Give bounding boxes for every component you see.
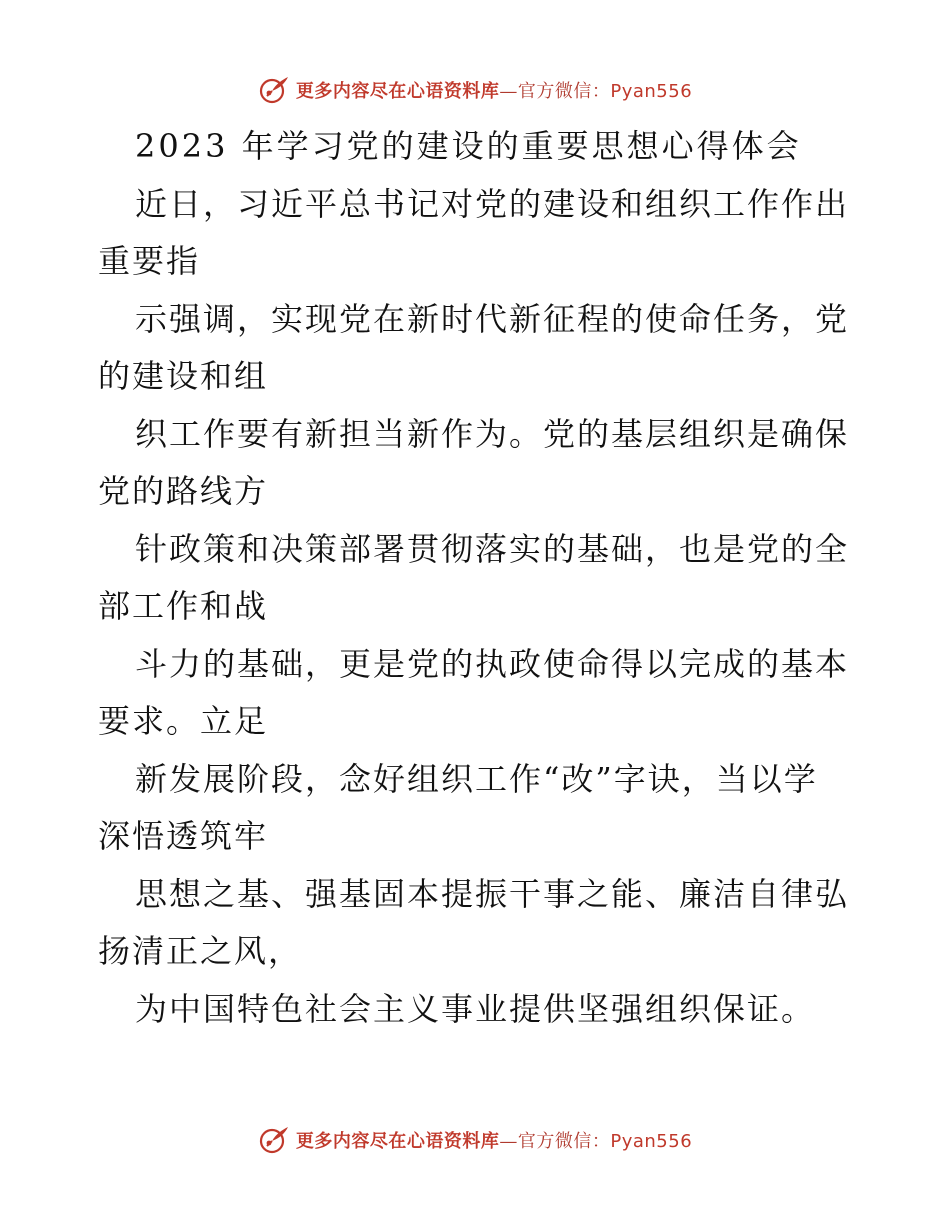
footer-dash: — xyxy=(499,1131,518,1152)
paragraph-line: 重要指 xyxy=(98,242,201,280)
paragraph-line: 示强调，实现党在新时代新征程的使命任务，党 xyxy=(135,299,850,338)
paragraph-line: 党的路线方 xyxy=(98,472,269,510)
paragraph-line: 斗力的基础，更是党的执政使命得以完成的基本 xyxy=(135,644,850,683)
header-site-text: 更多内容尽在心语资料库 xyxy=(295,81,500,102)
document-body xyxy=(98,118,858,1038)
document-title: 2023 年学习党的建设的重要思想心得体会 xyxy=(135,127,802,165)
paragraph-line: 思想之基、强基固本提振干事之能、廉洁自律弘 xyxy=(135,874,850,913)
header-wechat-label: 官方微信： xyxy=(517,81,611,102)
paragraph-line: 针政策和决策部署贯彻落实的基础，也是党的全 xyxy=(135,529,850,568)
footer-banner xyxy=(0,1120,950,1160)
quill-pen-logo-icon xyxy=(258,74,290,106)
paragraph-line: 近日，习近平总书记对党的建设和组织工作作出 xyxy=(135,184,850,223)
paragraph-line: 扬清正之风， xyxy=(98,932,303,970)
header-dash: — xyxy=(499,81,518,102)
paragraph-line: 为中国特色社会主义事业提供坚强组织保证。 xyxy=(135,989,816,1028)
paragraph-line: 部工作和战 xyxy=(98,587,269,625)
header-banner-text xyxy=(296,77,692,103)
paragraph-line: 要求。立足 xyxy=(98,702,269,740)
header-banner xyxy=(0,70,950,110)
header-wechat-id: Pyan556 xyxy=(610,81,693,102)
footer-wechat-label: 官方微信： xyxy=(517,1131,611,1152)
quill-pen-logo-icon xyxy=(258,1124,290,1156)
paragraph-line: 深悟透筑牢 xyxy=(98,817,269,855)
footer-wechat-id: Pyan556 xyxy=(610,1131,693,1152)
footer-site-text: 更多内容尽在心语资料库 xyxy=(295,1131,500,1152)
paragraph-line: 新发展阶段，念好组织工作“改”字诀，当以学 xyxy=(135,759,818,798)
footer-banner-text xyxy=(296,1127,692,1153)
paragraph-line: 织工作要有新担当新作为。党的基层组织是确保 xyxy=(135,414,850,453)
paragraph-line: 的建设和组 xyxy=(98,357,269,395)
